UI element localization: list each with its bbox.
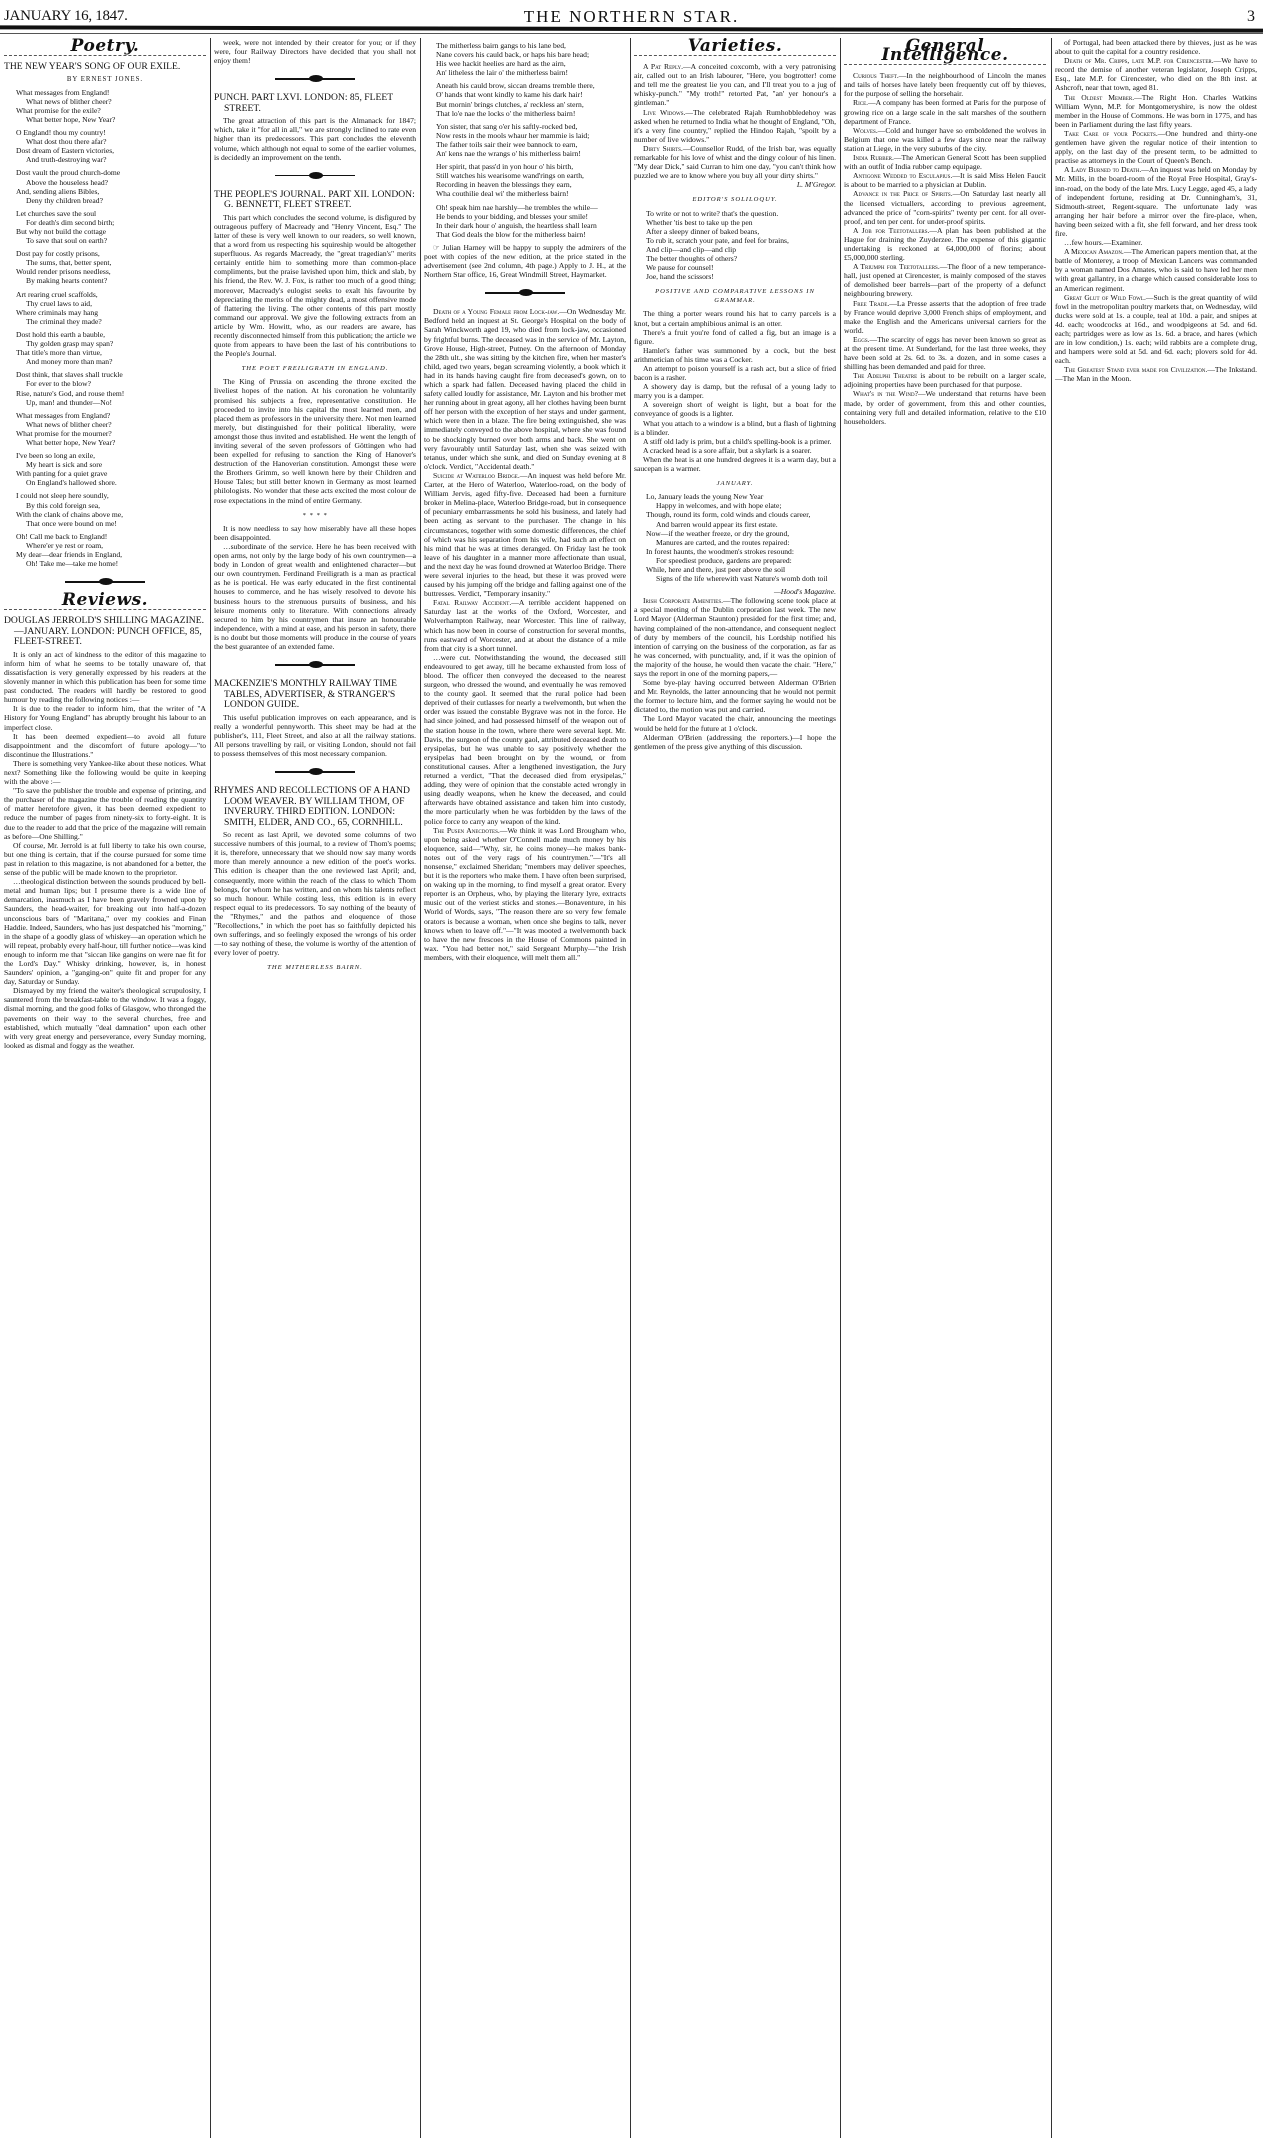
paragraph-text: An attempt to poison yourself is a rash act, but a slice of fried bacon is a rasher. <box>634 364 836 383</box>
paragraph-text: Cold and hunger have so emboldened the wolves in Belgium that one was killed a few days since near the railway station at Liege, in the very suburbs of the city. <box>844 125 1046 153</box>
paragraph-text: The Lord Mayor vacated the chair, announcing the meetings would be held for the future at 1 o'clock. <box>634 714 836 733</box>
paragraph <box>214 38 416 65</box>
paragraph-lead: A Lady Burned to Death.— <box>1064 165 1149 175</box>
verse-stanza <box>16 128 206 164</box>
paragraph-text: It is now needless to say how miserably have all these hopes been disappointed. <box>214 523 416 542</box>
paragraph-text: …were cut. Notwithstanding the wound, the deceased still endeavoured to get away, till he became exhausted from loss of blood. The officer then conveyed the deceased to the nearest surgeon, who dressed the wound, and eventually he was removed to the county gaol. It seemed that the rural police had been deprived of their cutlasses for nearly a twelvemonth, but when the order was issued the constable Bygrave was not in the force. He had since joined, and had possessed himself of the weapon out of the station house in the town, where there were several kept. Mr. Davis, the surgeon of the county gaol, attributed deceased death to erysipelas, but he was unable to say positively whether the erysipelas had been brought on by the wound, or from constitutional causes. After a lengthened investigation, the Jury returned a verdict, "That the deceased died from erysipelas," adding, they were of opinion that the constable acted wrongly in using deadly weapons, when he knew the deceased, and could afterwards have obtained assistance and taken him into custody, the more particularly when he was forbidden by the laws of the police force to carry any weapon of the kind. <box>424 652 626 826</box>
verse-line: By this cold foreign sea, <box>26 500 101 510</box>
paragraph-text: Alderman O'Brien (addressing the reporters.)—I hope the gentlemen of the press give anything of this discussion. <box>634 732 836 751</box>
paragraph-text: Counsellor Rudd, of the Irish bar, was equally remarkable for his love of whist and the dingy colour of his linen. "My dear Dick," said Curran to him one day, "you can't think how puzzled we are to know where you buy all your dirty shirts." <box>634 143 836 181</box>
verse-stanza <box>16 290 206 326</box>
paragraph-text: "To save the publisher the trouble and expense of printing, and the purchaser of the magazine the trouble of reading the quantity of matter heretofore given, it has been deemed expedient to reduce the number of pages from ninety-six to forty-eight. It is due to the reader to add that the price of the magazine will remain as before—One Shilling." <box>4 786 206 841</box>
verse-line: For speediest produce, gardens are prepared: <box>656 555 792 565</box>
paragraph-text: So recent as last April, we devoted some columns of two successive numbers of this journal, to a review of Thom's poems; it is, therefore, unnecessary that we should now say many words more than merely announce a new edition of the poet's works. This edition is cheaper than the one reviewed last April; and, consequently, more within the reach of the class to which Thom belongs, for whom he has written, and on whom his talents reflect so much honour. While costing less, this edition is in every respect equal to its predecessors. To say nothing of the beauty of the "Rhymes," and the pathos and eloquence of those "Recollections," in which the poet has so faithfully depicted his own sufferings, and so feelingly exposed the wrongs of his order—to say nothing of these, the volume is worthy of the attention of every lover of poetry. <box>214 830 416 958</box>
verse-line: Lo, January leads the young New Year <box>646 492 764 502</box>
verse-line: What better hope, New Year? <box>26 114 116 124</box>
paragraph-lead: India Rubber.— <box>853 153 902 163</box>
paragraph <box>1055 56 1257 92</box>
verse-line: My heart is sick and sore <box>26 460 103 470</box>
paragraph-text: A terrible accident happened on Saturday last at the works of the Oxford, Worcester, and Wolverhampton Railway, near Worcester. This line of railway, which has now been in course of construction for several months, runs eastward of Worcester, and at about the distance of a mile from that city is a short tunnel. <box>424 598 626 653</box>
verse-stanza <box>436 162 626 198</box>
column-3 <box>424 38 626 962</box>
paragraph <box>634 587 836 596</box>
verse-line: Where'er ye rest or roam, <box>26 540 104 550</box>
verse-line: And money more than man? <box>26 357 113 367</box>
paragraph <box>1055 93 1257 129</box>
paragraph-lead: Irish Corporate Amenities.— <box>643 596 731 606</box>
paragraph <box>1055 293 1257 366</box>
verse-stanza <box>646 209 836 282</box>
paragraph-text: This part which concludes the second volume, is disfigured by outrageous puffery of Macready and "Henry Vincent, Esq." The latter of these is very well known to our readers, so well known, that a word from us respecting his squireship would be altogether superfluous. As regards Macready, the "great tragedian's" merits certainly entitle him to something more than common-place compliments, but the praise lavished upon him, thick and slab, by his friend, the Rev. W. J. Fox, is rather too much of a good thing; moreover, Macready's eulogist seeks to exalt his favourite by depreciating the merits of the mighty dead, a most offensive mode of flattering the living. The other contents of this part mostly command our approval. We give the following extracts from an article by Wm. Howitt, who, as our readers are aware, has recently disconnected himself from this publication; the article we quote from appears to have been the last of his contributions to the People's Journal. <box>214 212 416 359</box>
article-title: RHYMES AND RECOLLECTIONS OF A HAND LOOM WEAVER. BY WILLIAM THOM, OF INVERURY. THIRD EDITION. LONDON: SMITH, ELDER, AND CO., 65, CORNHILL. <box>214 785 410 828</box>
paragraph-lead: Fatal Railway Accident.— <box>433 598 519 608</box>
paragraph-text: The celebrated Rajah Rumhobbledehoy was asked when he returned to India what he thought of England, "Oh, it's a very fine country," replied the Hindoo Rajah, "spoilt by a number of live widows." <box>634 107 836 144</box>
verse-line: I've been so long an exile, <box>16 451 95 461</box>
paragraph <box>424 653 626 826</box>
verse-line: And truth-destroying war? <box>26 155 107 165</box>
verse-line: That God deals the blow for the mitherless bairn! <box>436 229 586 239</box>
verse-line: Now—if the weather freeze, or dry the ground, <box>646 528 790 538</box>
paragraph-text: It is only an act of kindness to the editor of this magazine to inform him of what he seems to be totally unaware of, that dissatisfaction is very generally expressed by his readers at the slovenly manner in which this publication has been for some time past conducted. The readers will hardly be restored to good humour by reading the following notices :— <box>4 649 206 705</box>
paragraph <box>4 650 206 705</box>
paragraph-lead: Death of Mr. Cripps, late M.P. for Cirencester.— <box>1064 56 1222 66</box>
paragraph <box>424 471 626 598</box>
article-title: PUNCH. PART LXVI. LONDON: 85, FLEET STREET. <box>214 92 393 114</box>
column-4 <box>634 38 836 751</box>
verse-line: And, sending aliens Bibles, <box>16 186 100 196</box>
ornamental-divider <box>214 73 416 85</box>
verse-line: Her spirit, that pass'd in yon hour o' his birth, <box>436 162 574 172</box>
paragraph <box>844 335 1046 371</box>
paragraph-text: A sovereign short of weight is light, but a boat for the conveyance of goods is a lighter. <box>634 400 836 419</box>
article-title: DOUGLAS JERROLD'S SHILLING MAGAZINE.—JANUARY. LONDON: PUNCH OFFICE, 85, FLEET-STREET. <box>4 615 204 648</box>
verse-line: Art rearing cruel scaffolds, <box>16 289 98 299</box>
verse-line: What news of blither cheer? <box>26 96 112 106</box>
paragraph <box>634 678 836 714</box>
paragraph <box>1055 38 1257 56</box>
verse-line: To rub it, scratch your pate, and feel for brains, <box>646 235 789 245</box>
subheading: THE POET FREILIGRATH IN ENGLAND. <box>241 365 389 373</box>
paragraph <box>214 116 416 161</box>
paragraph-lead: A Triumph for Teetotallers.— <box>853 262 948 272</box>
verse-line: That title's more than virtue, <box>16 348 102 358</box>
paragraph-lead: Rice.— <box>853 98 876 108</box>
paragraph-text: An inquest was held before Mr. Carter, at the Hero of Waterloo, Waterloo-road, on the body of William Jervis, aged fifty-five. Deceased had been a furniture broker in Melina-place, Waterloo Bridge-road, but in consequence of pecuniary embarrassments he sold his business, and lately had been acting as servant to the purchaser. The change in his circumstances, together with some domestic differences, the chief of which was his separation from his wife, had such an effect on his mind that he was at times deranged. On Friday last he took leave of his daughter in a manner more affectionate than usual, and the next day he was found drowned at Waterloo Bridge. There were several injuries to the head, but these it was proved were caused by his jumping off the bridge and falling against one of the buttresses. Verdict, "Temporary insanity." <box>424 470 627 599</box>
verse-line: I could not sleep here soundly, <box>16 491 109 501</box>
verse-line: Signs of the life wherewith vast Nature's womb doth toil <box>656 574 828 584</box>
verse-stanza <box>16 330 206 366</box>
section-heading: Varieties. <box>687 36 783 56</box>
paragraph-text: The American papers mention that, at the battle of Monterey, a troop of Mexican Lancers was commanded by a woman named Dos Amates, who is said to have led her men with great gallantry, in a charge which caused considerable loss to an American regiment. <box>1055 247 1258 293</box>
paragraph <box>214 377 416 504</box>
paragraph-text: Dismayed by my friend the waiter's theological scrupulosity, I sauntered from the breakfast-table to the window. It was a foggy, dismal morning, and the good folks of Glasgow, who thronged the pavements on their way to the several churches, free and established, which mutually "deal damnation" upon each other with very great energy and perseverance, every Sunday morning, looked as dismal and foggy as the weather. <box>4 986 206 1050</box>
paragraph-text: Hamlet's father was summoned by a cock, but the best arithmetician of his time was a Cocker. <box>634 345 836 364</box>
verse-stanza <box>16 411 206 447</box>
column-2 <box>214 38 416 976</box>
paragraph <box>634 144 836 180</box>
paragraph <box>424 307 626 471</box>
ornamental-divider <box>214 170 416 182</box>
verse-line: Would render prisons needless, <box>16 267 111 277</box>
paragraph-lead: Suicide at Waterloo Bridge.— <box>433 470 528 480</box>
verse-line: Where criminals may hang <box>16 307 99 317</box>
paragraph-lead: A Mexican Amazon.— <box>1064 247 1132 257</box>
verse-stanza <box>16 370 206 406</box>
paragraph <box>844 189 1046 225</box>
paragraph <box>844 389 1046 425</box>
verse-line: We pause for counsel! <box>646 263 714 273</box>
section-heading: General Intelligence. <box>881 36 1009 66</box>
verse-line: Nane covers his cauld back, or haps his bare head; <box>436 50 590 60</box>
subheading: THE MITHERLESS BAIRN. <box>267 964 363 972</box>
verse-line: His wee hackit heelies are hard as the airn, <box>436 59 566 69</box>
column-1 <box>4 38 206 1050</box>
paragraph-text: —Hood's Magazine. <box>774 587 836 597</box>
paragraph-text: It is due to the reader to inform him, that the writer of "A History for Young England" has abruptly brought his labour to an imperfect close. <box>4 704 206 732</box>
paragraph-text: Of course, Mr. Jerrold is at full liberty to take his own course, but one thing is certain, that if the course pursued for some time past in relation to this magazine, is not abandoned for a better, the sense of the public will be made known to the proprietor. <box>4 840 206 878</box>
paragraph <box>844 171 1046 189</box>
verse-line: Let churches save the soul <box>16 208 97 218</box>
paragraph-text: Such is the great quantity of wild fowl in the metropolitan poultry markets that, on Wednesday, wild ducks were sold at 1s. a couple, teal at 10d. a pair, and snipes at 4d. each; woodcocks at 16d., and woodpigeons at 5d. and 6d. each; partridges were as low as 1s. 6d. a brace, and hares (which are in low condition,) 1s. each; wild rabbits are a complete drug, and hampers were sold at 5d. and 6d. each; plovers sold for 4d. each. <box>1055 292 1257 366</box>
paragraph-text: One hundred and thirty-one gentlemen have given the regular notice of their intention to apply, on the last day of the present term, to be admitted to practise as attorneys in the Court of Queen's Bench. <box>1055 128 1258 166</box>
issue-date: JANUARY 16, 1847. <box>4 8 128 24</box>
paragraph <box>4 986 206 1050</box>
paragraph-text: The Right Hon. Charles Watkins William Wynn, M.P. for Montgomeryshire, is now the oldest member in the House of Commons. He was born in 1775, and has been in Parliament during the last fifty years. <box>1055 92 1257 129</box>
paragraph <box>634 364 836 382</box>
column-divider <box>210 38 211 2138</box>
paragraph <box>4 877 206 986</box>
paragraph-text: A company has been formed at Paris for the purpose of growing rice on a large scale in the salt marshes of the southern department of France. <box>844 98 1046 126</box>
verse-line: An' kens nae the wrangs o' his mitherless bairn! <box>436 149 581 159</box>
paragraph <box>1055 129 1257 165</box>
paragraph <box>424 598 626 653</box>
column-divider <box>420 38 421 2138</box>
verse-line: Dost think, that slaves shall truckle <box>16 370 123 380</box>
verse-line: Oh! Call me back to England! <box>16 531 108 541</box>
verse-line: Rise, nature's God, and rouse them! <box>16 388 125 398</box>
verse-line: What dost thou there afar? <box>26 137 107 147</box>
verse-stanza <box>16 209 206 245</box>
paragraph <box>844 371 1046 389</box>
paragraph-text: A showery day is damp, but the refusal of a young lady to marry you is a damper. <box>634 382 836 401</box>
paragraph-text: The thing a porter wears round his hat to carry parcels is a knot, but a certain amphibious animal is an otter. <box>634 309 836 328</box>
paragraph-lead: Eggs.— <box>853 334 878 344</box>
paragraph-lead: The Oldest Member.— <box>1064 92 1142 102</box>
verse-line: Dost vault the proud church-dome <box>16 168 121 178</box>
article-title: THE PEOPLE'S JOURNAL. PART XII. LONDON: G. BENNETT, FLEET STREET. <box>214 188 415 211</box>
paragraph-text: A conceited coxcomb, with a very patronising air, called out to an Irish labourer, "Here, you bogtrotter! come and tell me the greatest lie you can, and I'll treat you to a jug of whisky-punch." "My troth!" retorted Pat, "an' yer honour's a gintleman." <box>634 62 836 108</box>
paragraph-lead: The Pusen Anecdotes.— <box>433 825 508 835</box>
verse-line: Yon sister, that sang o'er his saftly-rocked bed, <box>436 121 578 131</box>
verse-line: What better hope, New Year? <box>26 437 116 447</box>
verse-line: Joe, hand the scissors! <box>646 272 714 282</box>
verse-line: Aneath his cauld brow, siccan dreams tremble there, <box>436 81 595 91</box>
verse-line: Dost dream of Eastern victories, <box>16 146 115 156</box>
paragraph-lead: Advance in the Price of Spirits.— <box>853 189 961 199</box>
masthead-rule-thin <box>0 33 1263 34</box>
paragraph <box>634 733 836 751</box>
paragraph-text: There is something very Yankee-like about these notices. What next? Something like the following would be quite in keeping with the above :— <box>4 758 206 787</box>
verse-line: But why not build the cottage <box>16 227 107 236</box>
paragraph <box>634 455 836 473</box>
verse-stanza <box>16 88 206 124</box>
verse-line: To write or not to write? that's the question. <box>646 208 779 218</box>
paragraph <box>4 841 206 877</box>
verse-stanza <box>16 168 206 204</box>
paragraph-text: …theological distinction between the sounds produced by bell-metal and human lips; but I presume there is a wide line of demarcation, inasmuch as I have been gravely frowned upon by Saunders, the head-waiter, for breaking out into half-a-dozen unconscious bars of "Maritana," over my cookies and Finan Haddie. Indeed, Saunders, who has just despatched his "morning," in the shape of a goodly glass of whiskey—an operation which he will repeat, probably every half-hour, till further notice—was kind enough to inform me that "siccan like gangins on were nae fit for the Lord's Day." Whisky drinking, however, is, in honest Saunders' opinion, a "ganging-on" quite fit and proper for any day, Saturday or Sunday. <box>4 877 206 987</box>
paragraph-lead: Great Glut of Wild Fowl.— <box>1064 292 1154 302</box>
subheading: POSITIVE AND COMPARATIVE LESSONS IN GRAMMAR. <box>655 288 815 305</box>
verse-line: To save that soul on earth? <box>26 236 108 246</box>
paragraph-text: is about to be rebuilt on a larger scale, adjoining properties have been purchased for that purpose. <box>844 371 1047 390</box>
paragraph <box>1055 165 1257 238</box>
verse-line: What messages from England? <box>16 410 111 420</box>
paragraph <box>214 542 416 651</box>
verse-line: By making hearts content? <box>26 276 108 286</box>
verse-line: Dost pay for costly prisons, <box>16 249 100 259</box>
paragraph <box>844 226 1046 262</box>
verse-line: Deny thy children bread? <box>26 195 103 205</box>
verse-line: Manures are carted, and the routes repaired: <box>656 537 790 547</box>
newspaper-title: THE NORTHERN STAR. <box>523 7 740 26</box>
paragraph-text: week, were not intended by their creator for you; or if they were, four Railway Directors have decided that you shall not enjoy them! <box>214 38 416 66</box>
paragraph <box>4 786 206 841</box>
verse-line: And barren would appear its first estate. <box>656 519 778 529</box>
verse-line: What messages from England! <box>16 87 110 97</box>
verse-line: Oh! Take me—take me home! <box>26 559 119 569</box>
ornamental-divider <box>214 766 416 778</box>
paragraph-text: This useful publication improves on each appearance, and is really a wonderful pennyworth. This sheet may be had at the publisher's, 111, Fleet Street, and also at all the railway stations. All persons travelling by rail, or visiting London, should not fail to possess themselves of this most necessary companion. <box>214 712 416 758</box>
verse-stanza <box>16 249 206 285</box>
paragraph-lead: Curious Theft.— <box>853 71 907 81</box>
paragraph <box>214 524 416 542</box>
paragraph <box>1055 238 1257 247</box>
paragraph-text: The American General Scott has been supplied with an outfit of India rubber camp equipage. <box>844 153 1046 172</box>
paragraph-text: A plan has been published at the Hague for draining the Zuyderzee. The expense of this gigantic undertaking is reckoned at 64,000,000 of florins; about £5,000,000 sterling. <box>844 225 1046 263</box>
verse-line: Wha couthilie deal wi' the mitherless bairn! <box>436 189 569 199</box>
paragraph <box>424 243 626 279</box>
column-divider <box>840 38 841 2138</box>
verse-line: The mitherless bairn gangs to his lane bed, <box>436 41 566 50</box>
paragraph-text: We have to record the demise of another veteran legislator, Joseph Cripps, Esq., late M.P. for Cirencester, who died on the 8th inst. at Ashcroft, near that town, aged 81. <box>1055 56 1257 93</box>
paragraph-text: ☞ Julian Harney will be happy to supply the admirers of the poet with copies of the new edition, at the price stated in the advertisement (see 2nd column, 4th page.) Apply to J. H., at the Northern Star office, 16, Great Windmill Street, Haymarket. <box>424 242 626 280</box>
verse-line: Though, round its form, cold winds and clouds career, <box>646 510 811 520</box>
paragraph-lead: Free Trade.— <box>853 298 897 308</box>
paragraph <box>214 213 416 359</box>
paragraph-lead: Live Widows.— <box>643 107 693 117</box>
verse-line: The sums, that, better spent, <box>26 258 112 268</box>
verse-line: That lo'e nae the locks o' the mitherless bairn! <box>436 108 576 118</box>
paragraph <box>1055 365 1257 383</box>
column-divider <box>630 38 631 2138</box>
verse-line: What promise for the mourner? <box>16 428 112 438</box>
paragraph-lead: Wolves.— <box>853 125 886 135</box>
paragraph-lead: Dirty Shirts.— <box>643 143 691 153</box>
verse-line: Still watches his wearisome wand'rings on earth, <box>436 171 584 181</box>
paragraph <box>634 419 836 437</box>
verse-line: O' hands that wont kindly to kame his dark hair! <box>436 90 583 100</box>
paragraph <box>214 830 416 957</box>
paragraph <box>634 346 836 364</box>
paragraph <box>4 759 206 786</box>
ornamental-divider <box>424 287 626 299</box>
paragraph-text: On Wednesday Mr. Bedford held an inquest at St. George's Hospital on the body of Sarah Winckworth aged 19, who died from lock-jaw, occasioned by frightful burns. The deceased was in the service of Mr. Layton, Grove House, High-street, Putney. On the afternoon of Monday the 28th ult., she was sitting by the kitchen fire, when her master's child, aged two years, began screaming violently, a book which it had in its hands having caught fire from deceased's gown, on to which a spark had fallen. Deceased having placed the child in safety called loudly for assistance, Mr. Layton and his brother met her running about in great agony, all her clothes having been burnt off her person with the exception of her stays and under garment, which were then in a blaze. The fire being extinguished, she was immediately conveyed to the above hospital, where she was found to be shockingly burned over both arms and back. She went on very favourably until Saturday last, when she was seized with tetanus, under which she sunk, and died on Sunday evening at 8 o'clock. Verdict, "Accidental death." <box>424 307 626 471</box>
paragraph-text: The King of Prussia on ascending the throne excited the liveliest hopes of the nation. At his coronation he voluntarily promised his subjects a free, representative constitution. He proceeded to invite into his capital the most learned men, and placed them as professors in the university there. Not men learned merely, but distinguished for their political liberality, were amongst those thus invited and established. He went the length of inviting several of the seven professors of Göttingen who had been expelled for refusing to sanction the King of Hanover's destruction of the Hanoverian constitution. Amongst these were the Brothers Grimm, so well known here by their Children and House Tales; but still better known in Germany as most learned philologists. No wonder that these acts excited the most colour de rose expectations in the mind of entire Germany. <box>214 377 416 505</box>
paragraph-text: It is said Miss Helen Faucit is about to be married to a physician at Dublin. <box>844 171 1046 190</box>
paragraph <box>844 299 1046 335</box>
verse-line: Recording in heaven the blessings they earn, <box>436 180 572 190</box>
verse-stanza <box>436 122 626 158</box>
paragraph-text: We understand that returns have been made, by order of government, from this and other counties, containing very full and detailed information, relative to the £10 householders. <box>844 389 1046 426</box>
paragraph-lead: Antigone Wedded to Esculapius.— <box>853 171 960 181</box>
paragraph <box>634 714 836 732</box>
paragraph <box>214 713 416 758</box>
paragraph-text: We think it was Lord Brougham who, upon being asked whether O'Connell made much money by his eloquence, said—"Why, sir, he coins money—he makes bank-notes out of the very rags of his countrymen."—"It's all nonsense," exclaimed Sheridan; "members may deliver speeches, but it is the reporters who make them. I have often been surprised, on waking up in the morning, to find myself a great orator. Every reporter is an Orpheus, who, by playing the literary lyre, extracts music out of the veriest sticks and stones.—Bonaventure, in his World of Words, says, "The reason there are so very few female orators is because a woman, when once she begins to talk, never knows when to leave off."—"It was mooted a twelvemonth back to have the new frescoes in the House of Commons painted in wax. "You had better not," said Sergeant Murphy—"the Irish members, with their eloquence, will melt them all." <box>424 825 626 962</box>
paragraph-text: …subordinate of the service. Here he has been received with open arms, not only by the large body of his own countrymen—a body in London of great wealth and enlightened character—but our own countrymen. Ferdinand Freiligrath is a man as practical as he is poetical. He was early educated in the first continental houses to commerce, and he has wisely resolved to devote his business hours to the strenuous pursuits of business, and his leisure moments only to literature. With connections already secured to him by his countrymen that insure an honourable independence, with a mind at ease, and his person in safety, there is no doubt but those moments will produce in the course of years the best guarantee of an extended fame. <box>214 541 416 651</box>
verse-stanza <box>16 451 206 487</box>
paragraph-text: The floor of a new temperance-hall, just opened at Cirencester, is mainly composed of the staves of demolished beer barrels—part of the property of a defunct neighbouring brewery. <box>844 262 1046 299</box>
verse-line: The father toils sair their wee bannock to earn, <box>436 139 578 149</box>
paragraph <box>634 446 836 455</box>
paragraph-lead: Take Care of your Pockets.— <box>1064 128 1166 138</box>
paragraph-text: It has been deemed expedient—to avoid all future disappointment and the discomfort of future apology—"to discontinue the Illustrations." <box>4 731 206 759</box>
paragraph-text: The Inkstand.—The Man in the Moon. <box>1055 365 1257 384</box>
verse-line: What promise for the exile? <box>16 105 101 115</box>
paragraph <box>844 126 1046 153</box>
verse-line: O England! thou my country! <box>16 128 106 138</box>
paragraph-text: La Presse asserts that the adoption of free trade by France would deprive 3,000 French ships of employment, and make the English and the Americans universal carriers for the world. <box>844 298 1046 335</box>
verse-line: What news of blither cheer? <box>26 419 112 429</box>
paragraph-text: There's a fruit you're fond of called a fig, but an image is a figure. <box>634 327 836 346</box>
paragraph-text: When the heat is at one hundred degrees it is a warm day, but a saucepan is a warmer. <box>634 454 836 474</box>
verse-line: On England's hallowed shore. <box>26 478 117 488</box>
paragraph <box>1055 247 1257 292</box>
verse-line: Whether 'tis best to take up the pen <box>646 217 753 227</box>
verse-line: For ever to the blow? <box>26 379 91 389</box>
verse-line: For death's dim second birth; <box>26 217 115 227</box>
verse-stanza <box>436 41 626 77</box>
paragraph-text: of Portugal, had been attacked there by thieves, just as he was about to quit the capital for a country residence. <box>1055 38 1257 57</box>
paragraph-text: In the neighbourhood of Lincoln the manes and tails of horses have lately been frequently cut off by thieves, for the purpose of selling the horsehair. <box>844 71 1046 99</box>
section-heading: Reviews. <box>61 590 149 611</box>
verse-line: The criminal they made? <box>26 316 102 326</box>
verse-line: In their dark hour o' anguish, the heartless shall learn <box>436 220 597 230</box>
verse-line: Thy cruel laws to aid, <box>26 298 93 308</box>
column-5 <box>844 38 1046 426</box>
verse-line: The better thoughts of others? <box>646 253 738 263</box>
verse-stanza <box>436 81 626 117</box>
paragraph-text: A stiff old lady is prim, but a child's spelling-book is a primer. <box>643 436 832 446</box>
paragraph-text: The great attraction of this part is the Almanack for 1847; which, take it "for all in all," we are strongly inclined to rate even higher than its predecessors. This part concludes the eleventh volume, which although not equal to some of the earlier volumes, is decidedly an improvement on the tenth. <box>214 116 416 162</box>
subheading: JANUARY. <box>716 480 754 488</box>
paragraph-text: The scarcity of eggs has never been known so great as at the present time. At Sunderland, for the last three weeks, they have been sold at 2s. 6d. to 3s. a dozen, and in some cases a shilling has been demanded and paid for three. <box>844 334 1046 372</box>
verse-line: My dear—dear friends in England, <box>16 550 123 559</box>
article-title: MACKENZIE'S MONTHLY RAILWAY TIME TABLES, ADVERTISER, & STRANGER'S LONDON GUIDE. <box>214 678 397 711</box>
article-title: THE NEW YEAR'S SONG OF OUR EXILE. <box>4 61 181 73</box>
paragraph-text: L. M'Gregor. <box>796 180 836 190</box>
subheading: * * * * <box>302 511 328 519</box>
paragraph <box>634 180 836 189</box>
paragraph-lead: What's in the Wind?— <box>853 389 926 399</box>
paragraph <box>634 328 836 346</box>
paragraph <box>634 437 836 446</box>
paragraph <box>844 262 1046 298</box>
paragraph-lead: The Greatest Stand ever made for Civilization.— <box>1064 365 1215 375</box>
verse-line: Happy in welcomes, and with hope elate; <box>656 501 782 511</box>
paragraph-lead: The Adelphi Theatre <box>853 371 918 381</box>
paragraph-text: Some bye-play having occurred between Alderman O'Brien and Mr. Reynolds, the latter announcing that he would not permit the former to lecture him, and the former saying he would not be dictated to, the motion was put and carried. <box>634 678 836 715</box>
paragraph-text: On Saturday last nearly all the licensed victuallers, according to previous agreement, advanced the price of "corn-spirits" twenty per cent. for all over-proof, and ten per cent. for under-proof spirits. <box>844 189 1046 226</box>
paragraph-text: An inquest was held on Monday by Mr. Mills, in the board-room of the Royal Free Hospital, Gray's-inn-road, on the body of the late Mrs. Lucy Legge, aged 45, a lady of independent fortune, residing at Dr. Cunningham's, 31, Sidmouth-street, Regent-square. The unfortunate lady was arranging her hair before a mirror over the fire-place, when, having been seized with a fit, she fell forward, and her dress took fire. <box>1055 165 1257 238</box>
verse-line: Now rests in the mools whaur her mammie is laid; <box>436 130 590 140</box>
masthead <box>0 0 1263 34</box>
verse-line: That once were bound on me! <box>26 518 117 528</box>
byline: BY ERNEST JONES. <box>66 75 144 83</box>
verse-stanza <box>436 203 626 239</box>
verse-line: He bends to your bidding, and blesses your smile! <box>436 211 589 221</box>
ornamental-divider <box>4 576 206 588</box>
verse-line: Above the houseless head? <box>26 177 109 187</box>
verse-line: After a sleepy dinner of baked beans, <box>646 226 760 236</box>
paragraph <box>634 400 836 418</box>
verse-line: And clip—and clip—and clip <box>646 244 737 254</box>
verse-line: While, here and there, just peer above the soil <box>646 564 786 574</box>
verse-line: Dost hold this earth a bauble, <box>16 329 105 339</box>
paragraph <box>634 108 836 144</box>
paragraph <box>844 153 1046 171</box>
verse-stanza <box>16 532 206 568</box>
verse-stanza <box>646 492 836 583</box>
column-6 <box>1055 38 1257 384</box>
paragraph-lead: Death of a Young Female from Lock-jaw.— <box>433 307 567 317</box>
column-divider <box>1051 38 1052 2138</box>
paragraph-text: …few hours.—Examiner. <box>1064 238 1143 248</box>
subheading: EDITOR'S SOLILOQUY. <box>692 196 778 204</box>
paragraph <box>4 704 206 731</box>
paragraph <box>844 98 1046 125</box>
verse-line: But mornin' brings clutches, a' reckless an' stern, <box>436 99 584 109</box>
paragraph <box>634 309 836 327</box>
paragraph <box>4 732 206 759</box>
verse-line: Up, man! and thunder—No! <box>26 397 113 407</box>
paragraph <box>844 71 1046 98</box>
paragraph-lead: A Job for Teetotallers.— <box>853 225 937 235</box>
verse-line: Thy golden grasp may span? <box>26 339 114 349</box>
verse-stanza <box>16 491 206 527</box>
verse-line: With panting for a quiet grave <box>16 469 108 479</box>
paragraph <box>634 596 836 678</box>
paragraph <box>424 826 626 962</box>
paragraph <box>634 382 836 400</box>
paragraph-lead: A Pat Reply.— <box>643 62 691 72</box>
verse-line: Oh! speak him nae harshly—he trembles the while— <box>436 202 598 212</box>
section-heading: Poetry. <box>70 36 140 56</box>
paragraph <box>634 62 836 107</box>
page-number: 3 <box>1247 8 1255 25</box>
verse-line: An' litheless the lair o' the mitherless bairn! <box>436 68 569 78</box>
paragraph-text: A cracked head is a sore affair, but a skylark is a soarer. <box>643 445 812 455</box>
verse-line: With the clank of chains above me, <box>16 509 124 519</box>
paragraph-text: What you attach to a window is a blind, but a flash of lightning is a blinder. <box>634 418 836 437</box>
paragraph-text: The following scene took place at a special meeting of the Dublin corporation last week. The new Lord Mayor (Alderman Staunton) presided for the first time; and, having complained of the non-attendance, and consequent neglect of duty by members of the council, his Lordship notified his intention of carrying on the business of the corporation, as far as he was concerned, with punctuality, and, if it was the opinion of the majority of the house, he would then vacate the chair. "Here," says the report in one of the morning papers,— <box>634 596 836 678</box>
verse-line: In forest haunts, the woodmen's strokes resound: <box>646 546 794 556</box>
ornamental-divider <box>214 659 416 671</box>
